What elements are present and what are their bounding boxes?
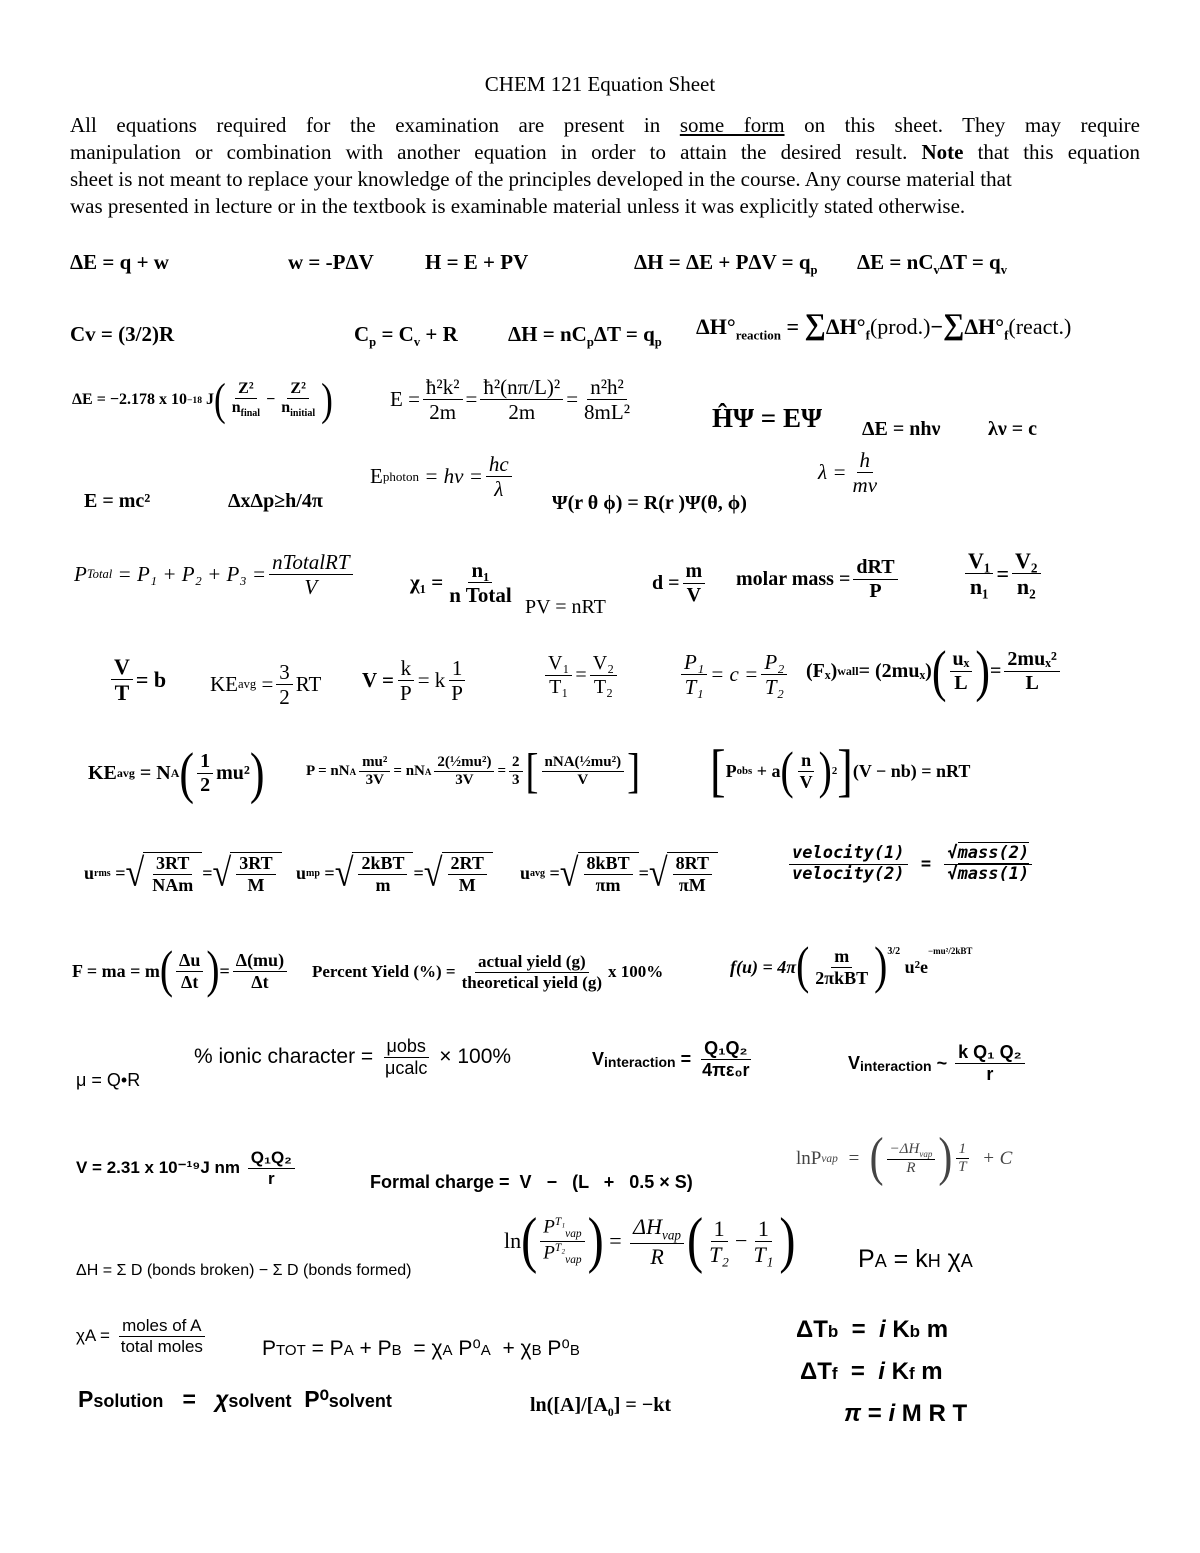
- eq-osmotic: π = i M R T: [844, 1400, 968, 1427]
- intro-text: was presented in lecture or in the textbook is examinable material unless it was explicitly stated otherwise.: [70, 194, 966, 218]
- eq-graham: $\frac{\text{velocity(1)}}{\text{velocity(2)}}$ = $\frac{\text{√mass(2)}}{\text{√mass(1)}}$: [786, 844, 1035, 884]
- eq-ke-avg: KE avg = N A ( $\frac{1}{2}$ mu² ): [88, 741, 265, 805]
- eq-dipole: μ = Q•R: [76, 1070, 141, 1090]
- eq-percent-yield: Percent Yield (%) = $\frac{\text{actual yield (g)}}{\text{theoretical yield (g)}}$ x 100%: [312, 952, 664, 992]
- eq-ionic-character: % ionic character = $\frac{\text{μobs}}{\text{μcalc}}$ × 100%: [194, 1036, 512, 1078]
- eq-cv: Cv = (3/2)R: [70, 322, 175, 346]
- eq-first-order: $\ln([A]/[A_0] = -kt$: [530, 1394, 672, 1419]
- eq-boiling-point: ΔTb = i Kb m: [796, 1316, 949, 1343]
- eq-particle-in-box: E = $\frac{\text{ħ²k²}}{2m}$ = $\frac{\text{ħ²(nπ/L)²}}{2m}$ = $\frac{\text{n²h²}}{\text{8mL²}}$: [390, 375, 631, 425]
- eq-boyle: V = $\frac{k}{P}$ = k $\frac{1}{P}$: [362, 656, 469, 705]
- eq-u-rms: u rms = √ $\frac{3RT}{\text{NAm}}$ = √ $\frac{3RT}{M}$: [84, 852, 282, 895]
- eq-dalton: P Total = P₁ + P₂ + P₃ = $\frac{\text{nTotalRT}}{V}$: [74, 550, 356, 599]
- eq-density: d = $\frac{m}{V}$: [652, 560, 708, 607]
- eq-van-der-waals: [ P obs + a ( $\frac{n}{V}$ ) 2 ] (V − nb) = nRT: [710, 738, 971, 804]
- eq-bond-enthalpy: ΔH = Σ D (bonds broken) − Σ D (bonds formed): [76, 1262, 412, 1279]
- eq-hess-law: $\Delta H^\circ_{reaction}$ = $\sum\Delta H^\circ_f(prod.)-\sum\Delta H^\circ_f(react.)$: [696, 308, 1072, 343]
- eq-molar-mass: molar mass = $\frac{\text{dRT}}{P}$: [736, 556, 901, 603]
- eq-ideal-gas: PV = nRT: [525, 596, 606, 618]
- eq-uncertainty: ΔxΔp≥h/4π: [228, 490, 323, 512]
- page-title: CHEM 121 Equation Sheet: [484, 72, 716, 96]
- eq-enthalpy: H = E + PV: [425, 250, 529, 274]
- intro-underlined: some form: [679, 113, 785, 137]
- eq-gay-lussac: $\frac{\text{P₁}}{\text{T₁}}$ = c = $\frac{\text{P₂}}{\text{T₂}}$: [678, 650, 790, 699]
- eq-de-nhv: ΔE = nhν: [862, 418, 941, 440]
- eq-mass-energy: E = mc²: [84, 490, 151, 512]
- eq-lambda-nu: λν = c: [988, 418, 1038, 440]
- eq-clausius-two-point: ln ( $\frac{P^{T_1}_{vap}}{P^{T_2}_{vap}}$ ) = $\frac{\Delta H_{vap}}{R}$ ( $\frac{1}{\text{T₂}}$ − $\frac{1}{\text{T₁}}$ ): [504, 1206, 796, 1275]
- eq-cp: $C_p = C_v + R$: [354, 322, 458, 350]
- eq-v-interaction: V interaction = $\frac{\text{Q₁Q₂}}{\text{4πε₀r}}$: [592, 1038, 750, 1080]
- eq-debroglie: λ = $\frac{h}{mv}$: [818, 448, 878, 498]
- eq-dh-qp: $\Delta H = \Delta E + P\Delta V = q_p$: [634, 250, 818, 278]
- intro-text: sheet is not meant to replace your knowledge of the principles developed in the course. Any course material that: [70, 167, 1012, 191]
- eq-pressure-kinetic: P = nN A $\frac{\text{mu²}}{3V}$ = nN A $\frac{\text{2(½mu²)}}{3V}$ = $\frac{2}{3}$ [ $\frac{\text{nNA(½mu²)}}{V}$ ]: [306, 744, 641, 799]
- eq-dh-ncp: $\Delta H = nC_p\Delta T = q_p$: [508, 322, 662, 350]
- intro-note: Note: [921, 140, 964, 164]
- eq-charles: $\frac{\text{V₁}}{\text{T₁}}$ = $\frac{\text{V₂}}{\text{T₂}}$: [542, 652, 620, 699]
- eq-work: w = -PΔV: [288, 250, 374, 274]
- eq-mole-fraction: χ₁ = $\frac{\text{n₁}}{\text{n Total}}$: [410, 558, 512, 608]
- eq-henry: PA = kH χA: [858, 1245, 973, 1273]
- intro-text: on this sheet. They may require: [804, 113, 1140, 137]
- eq-formal-charge: Formal charge = V − (L + 0.5 × S): [370, 1172, 693, 1192]
- eq-total-pressure: PTOT = PA + PB = χA P⁰A + χB P⁰B: [262, 1337, 580, 1360]
- eq-ke-rt: KE avg = $\frac{3}{2}$ RT: [210, 660, 322, 710]
- eq-clausius-clapeyron: lnP vap = ( $\frac{-\Delta H_{vap}}{R}$ ) $\frac{1}{T}$ + C: [796, 1127, 1013, 1188]
- intro-text: manipulation or combination with another equation in order to attain the desired result.: [70, 140, 908, 164]
- eq-maxwell-boltzmann: f(u) = 4π ( $\frac{m}{\text{2πkBT}}$ ) $^{3/2}$ u²e −mu²/2kBT: [730, 937, 973, 995]
- eq-schrodinger: ĤΨ = EΨ: [712, 403, 823, 433]
- eq-avogadro: $\frac{\text{V₁}}{\text{n₁}}$ = $\frac{\text{V₂}}{\text{n₂}}$: [962, 548, 1044, 600]
- eq-coulomb-potential: V = 2.31 x 10⁻¹⁹J nm $\frac{\text{Q₁Q₂}}{r}$: [76, 1148, 298, 1188]
- eq-freezing-point: ΔTf = i Kf m: [800, 1358, 943, 1385]
- eq-charles-const: $\frac{V}{T}$ = b: [108, 654, 166, 706]
- eq-v-interaction-prop: V interaction ~ $\frac{\text{k Q₁ Q₂}}{r}$: [848, 1042, 1028, 1084]
- eq-de-qv: $\Delta E = nC_v\Delta T = q_v$: [857, 250, 1008, 278]
- eq-photon-energy: E photon = hν = $\frac{hc}{\lambda}$: [370, 452, 515, 501]
- intro-text: All equations required for the examination are present in: [70, 113, 661, 137]
- eq-wavefunction: Ψ(r θ ϕ) = R(r )Ψ(θ, ϕ): [552, 492, 747, 514]
- intro-paragraph: [70, 112, 1140, 220]
- eq-first-law: ΔE = q + w: [70, 250, 169, 274]
- eq-raoult: Psolution = χsolvent P⁰solvent: [78, 1386, 392, 1412]
- eq-force-wall: (Fₓ) wall = (2muₓ) ( $\frac{\text{uₓ}}{L}$ ) = $\frac{\text{2muₓ²}}{L}$: [806, 648, 1063, 695]
- eq-force: F = ma = m ( $\frac{\Delta u}{\Delta t}$ ) = $\frac{\Delta(mu)}{\Delta t}$: [72, 950, 290, 992]
- intro-text: that this equation: [977, 140, 1141, 164]
- eq-rydberg: ΔE = −2.178 x 10 −18 J ( $\frac{\text{Z²}}{n_{final}}$ − $\frac{\text{Z²}}{n_{initial}}$ ): [72, 374, 333, 426]
- eq-u-avg: u avg = √ $\frac{\text{8kBT}}{\pi m}$ = √ $\frac{8RT}{\pi M}$: [520, 852, 718, 895]
- eq-u-mp: u mp = √ $\frac{\text{2kBT}}{m}$ = √ $\frac{2RT}{M}$: [296, 852, 493, 895]
- eq-mole-fraction-A: χA = $\frac{\text{moles of A}}{\text{total moles}}$: [76, 1316, 203, 1356]
